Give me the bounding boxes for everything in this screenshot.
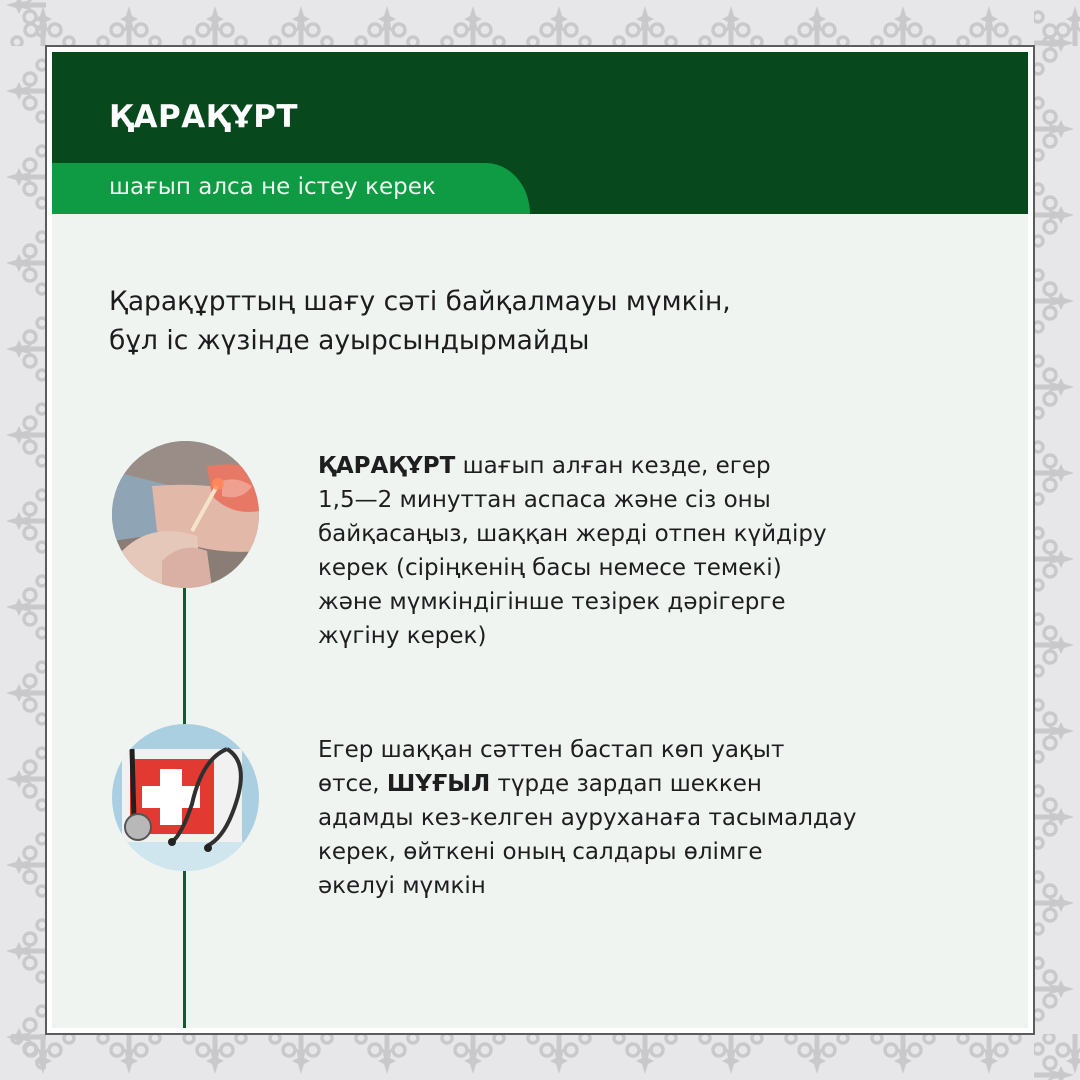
item-2-bold: ШҰҒЫЛ [386, 771, 491, 797]
info-card [52, 52, 1028, 1028]
item-2-pre2: өтсе, [318, 771, 387, 797]
item-1-line-6: жүгіну керек) [318, 623, 487, 649]
item-2-line-0: Егер шаққан сәттен бастап көп уақыт [318, 737, 785, 763]
instruction-item-2 [318, 733, 958, 903]
item-1-line-1: шағып алған кезде, егер [455, 453, 771, 479]
match-burning-wrist-photo [112, 441, 259, 588]
instruction-item-1 [318, 449, 958, 653]
first-aid-stethoscope-photo [112, 724, 259, 871]
lead-paragraph [109, 282, 731, 360]
lead-line-1: Қарақұрттың шағу сәті байқалмауы мүмкін, [109, 286, 731, 317]
item-1-line-4: керек (сіріңкенің басы немесе темекі) [318, 555, 782, 581]
item-2-line-3: керек, өйткені оның салдары өлімге [318, 839, 763, 865]
item-2-line-2: адамды кез-келген ауруханаға тасымалдау [318, 805, 857, 831]
item-2-line-1: түрде зардап шеккен [490, 771, 762, 797]
header-banner [52, 52, 1028, 214]
item-1-line-5: және мүмкіндігінше тезірек дәрігерге [318, 589, 786, 615]
page-subtitle: шағып алса не істеу керек [109, 174, 436, 200]
item-1-bold: ҚАРАҚҰРТ [318, 453, 456, 479]
subtitle-band [52, 163, 530, 214]
page-title: ҚАРАҚҰРТ [109, 99, 299, 135]
item-1-line-3: байқасаңыз, шаққан жерді отпен күйдіру [318, 521, 827, 547]
lead-line-2: бұл іс жүзінде ауырсындырмайды [109, 325, 590, 356]
item-2-line-4: әкелуі мүмкін [318, 873, 486, 899]
item-1-line-2: 1,5—2 минуттан аспаса және сіз оны [318, 487, 771, 513]
